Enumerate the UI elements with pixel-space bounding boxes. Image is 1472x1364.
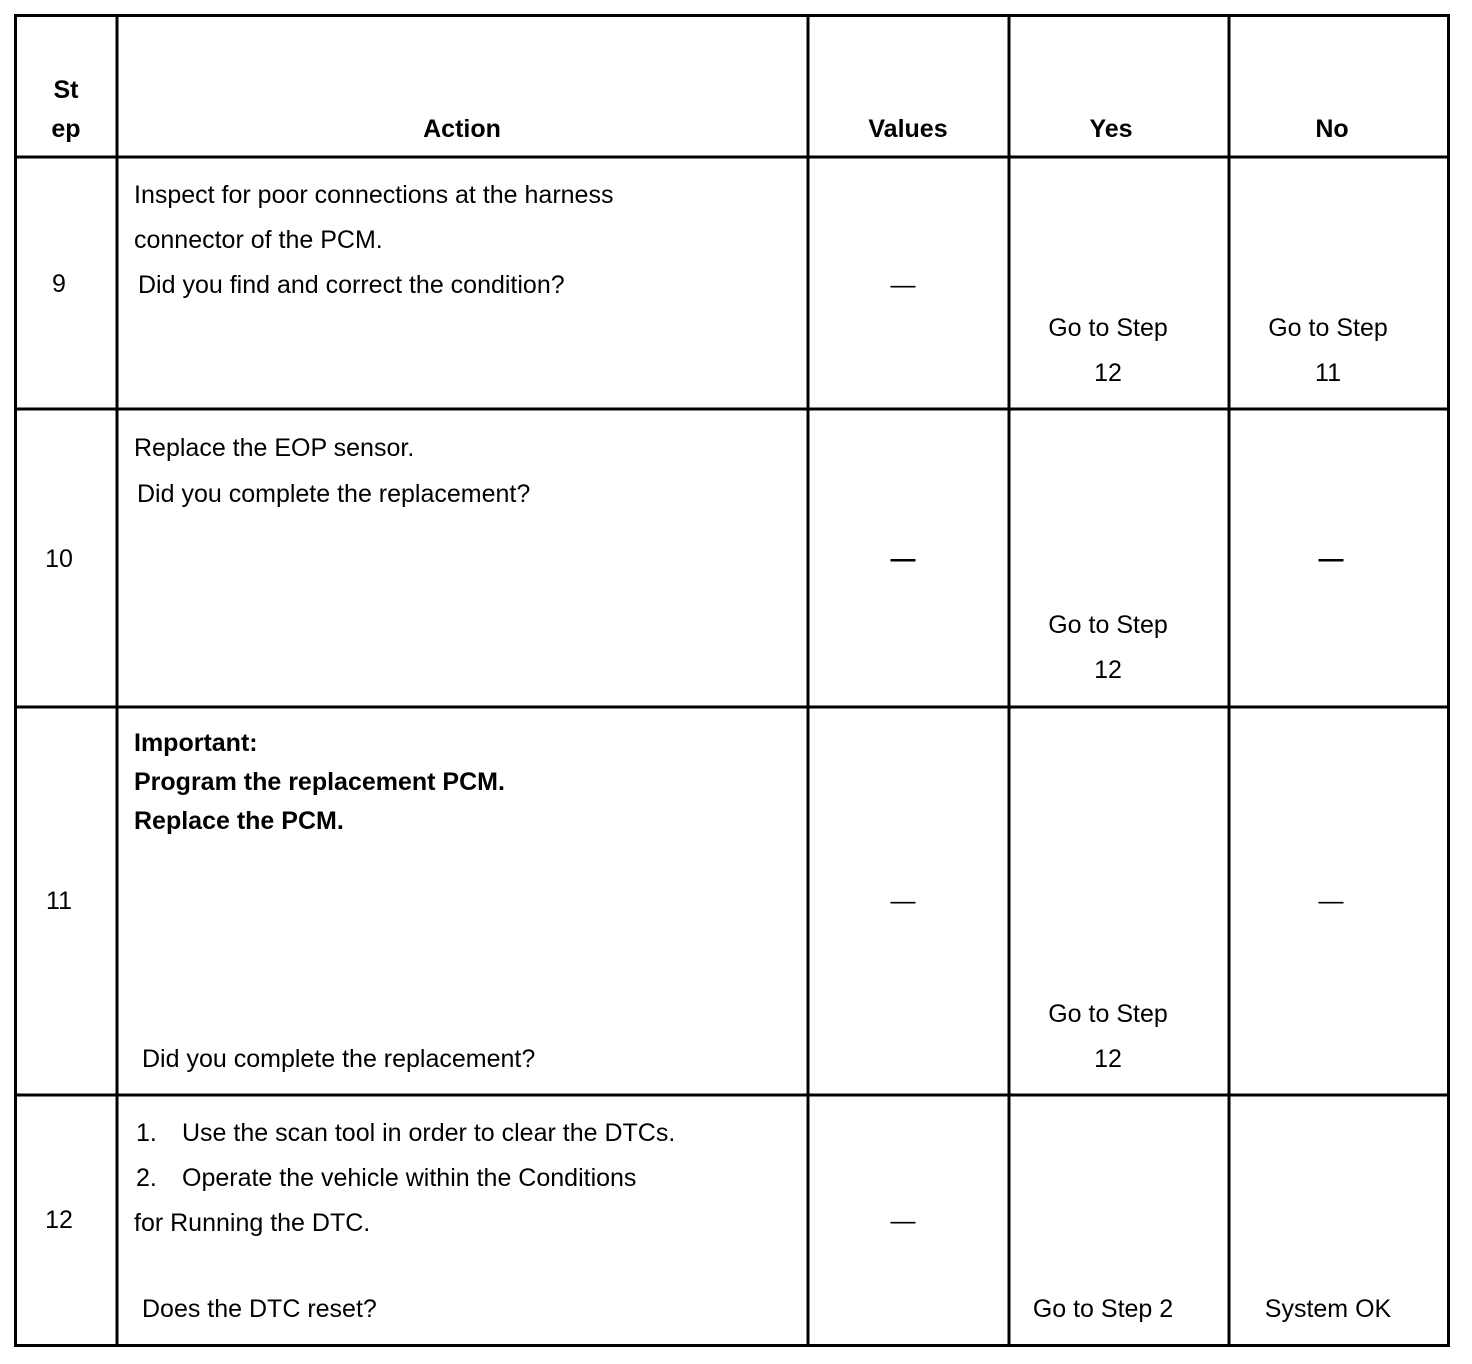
row-12-list-text1: Use the scan tool in order to clear the DTCs. xyxy=(182,1119,676,1147)
row-11-yes-line1: Go to Step xyxy=(1048,1000,1168,1028)
row-12-question: Does the DTC reset? xyxy=(142,1295,377,1323)
diagnostic-table xyxy=(14,14,1450,1347)
row-11-values: — xyxy=(890,887,916,915)
header-no: No xyxy=(1315,115,1349,143)
row-11-no: — xyxy=(1318,887,1344,915)
row-11-bold-line2: Replace the PCM. xyxy=(134,807,344,835)
header-action: Action xyxy=(423,115,501,143)
row-9-yes-line2: 12 xyxy=(1094,359,1122,387)
row-11-important-label: Important: xyxy=(134,729,258,757)
header-values: Values xyxy=(868,115,948,143)
row-10-question: Did you complete the replacement? xyxy=(137,480,531,508)
row-10-yes-line2: 12 xyxy=(1094,656,1122,684)
row-9-yes-line1: Go to Step xyxy=(1048,314,1168,342)
row-9-action-line1: Inspect for poor connections at the harness xyxy=(134,181,614,209)
row-9-action-line2: connector of the PCM. xyxy=(134,226,383,254)
row-11-step: 11 xyxy=(46,887,72,915)
row-9-step: 9 xyxy=(52,270,66,298)
row-10-step: 10 xyxy=(45,545,73,573)
row-11-question: Did you complete the replacement? xyxy=(142,1045,536,1073)
row-12-yes: Go to Step 2 xyxy=(1032,1295,1174,1323)
row-10-action-line1: Replace the EOP sensor. xyxy=(134,434,415,462)
row-12-continuation: for Running the DTC. xyxy=(134,1209,371,1237)
row-12-values: — xyxy=(890,1207,916,1235)
header-step-line2: ep xyxy=(51,115,81,143)
header-step-line1: St xyxy=(53,76,79,104)
row-11-bold-line1: Program the replacement PCM. xyxy=(134,768,505,796)
row-10-no: — xyxy=(1318,545,1344,573)
row-10-yes-line1: Go to Step xyxy=(1048,611,1168,639)
row-9-no-line1: Go to Step xyxy=(1268,314,1388,342)
header-yes: Yes xyxy=(1089,115,1133,143)
row-12-step: 12 xyxy=(45,1206,73,1234)
row-11-yes-line2: 12 xyxy=(1094,1045,1122,1073)
row-12-list-text2: Operate the vehicle within the Conditions xyxy=(182,1164,637,1192)
row-12-list-num1: 1. xyxy=(136,1119,157,1147)
row-9-question: Did you find and correct the condition? xyxy=(138,271,565,299)
row-10-values: — xyxy=(890,545,916,573)
row-12-no: System OK xyxy=(1264,1295,1392,1323)
row-9-no-line2: 11 xyxy=(1315,359,1341,387)
row-9-values: — xyxy=(890,271,916,299)
row-12-list-num2: 2. xyxy=(136,1164,157,1192)
